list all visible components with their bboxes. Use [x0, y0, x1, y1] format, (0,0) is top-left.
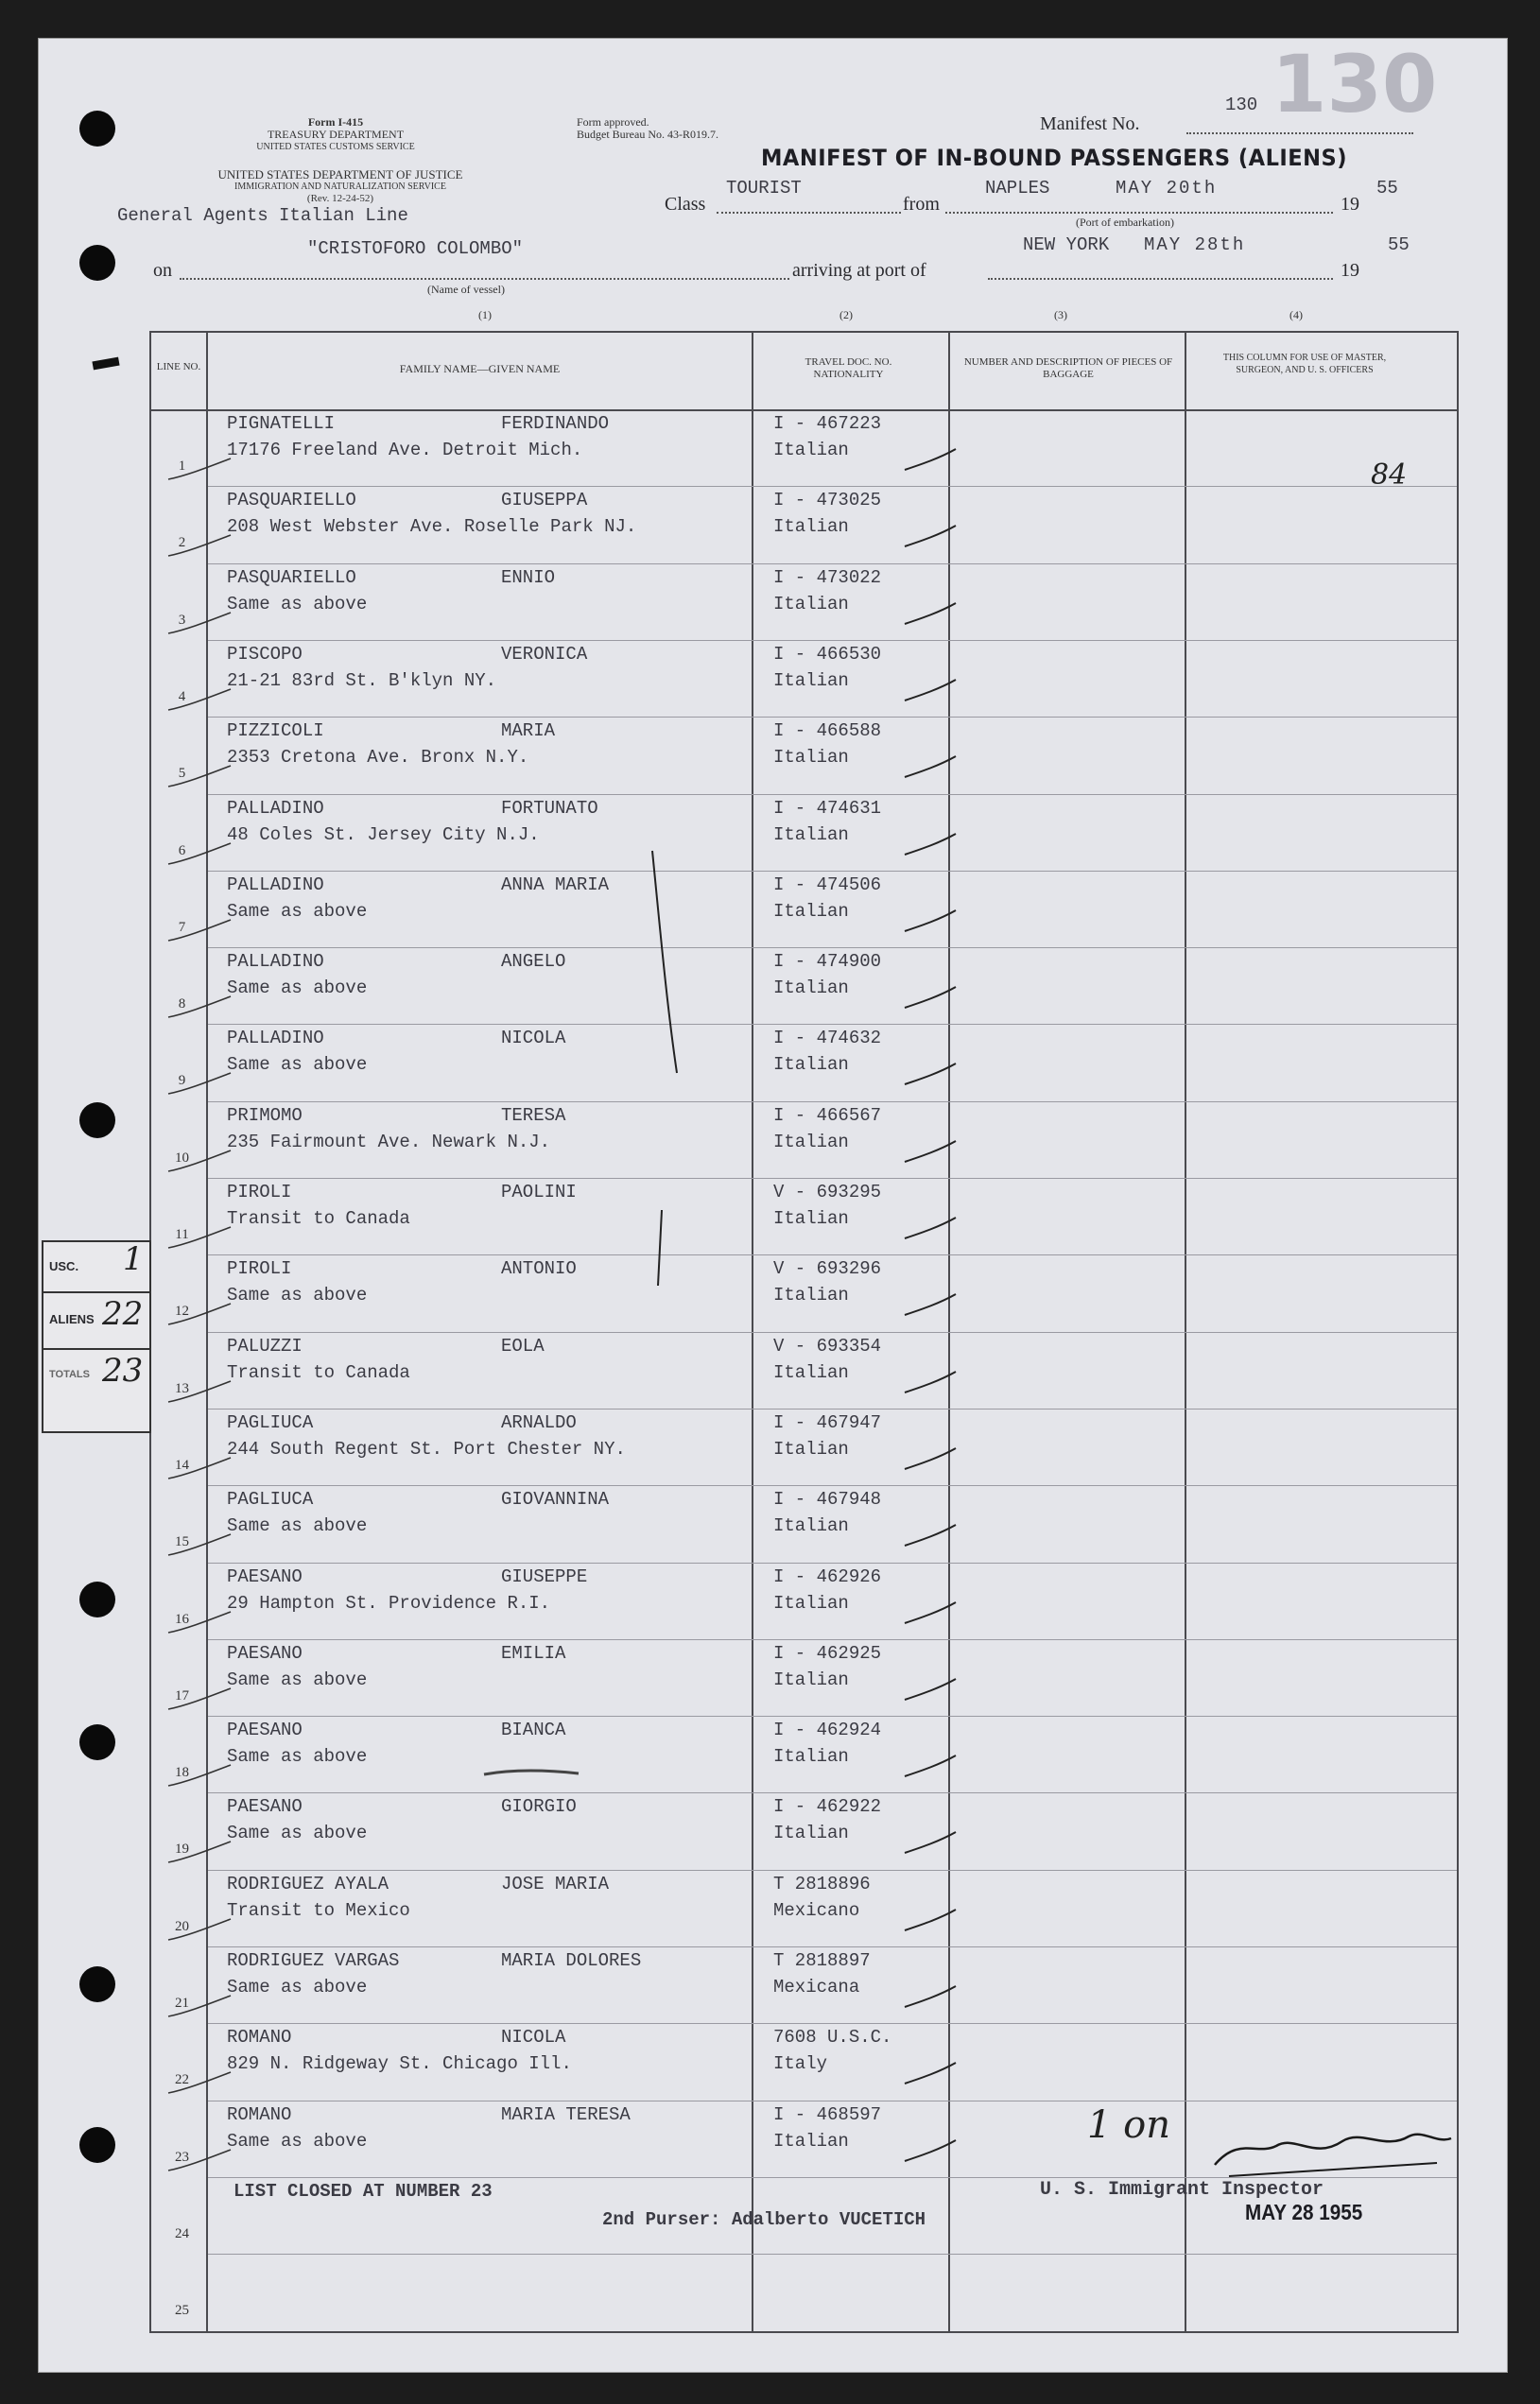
family-name: PAESANO	[227, 1565, 303, 1587]
family-name: RODRIGUEZ AYALA	[227, 1873, 389, 1894]
tally-divider-1	[43, 1291, 149, 1293]
travel-doc-no: I - 474900	[773, 951, 882, 973]
row-number: 12	[175, 1304, 189, 1320]
inspector-initials: 1 on	[1087, 2103, 1171, 2147]
nationality: Italian	[773, 1592, 849, 1614]
given-name: NICOLA	[501, 1028, 566, 1049]
given-name: ARNALDO	[501, 1411, 577, 1433]
nationality: Italian	[773, 1669, 849, 1690]
nationality: Italian	[773, 1823, 849, 1844]
nationality: Italian	[773, 1131, 849, 1152]
address: Same as above	[227, 1823, 368, 1844]
class-value: TOURIST	[726, 178, 802, 199]
row-number: 5	[178, 766, 186, 782]
from-date: MAY 20th	[1116, 178, 1218, 199]
year-value-2: 55	[1388, 234, 1410, 255]
travel-doc-no: I - 474631	[773, 797, 882, 819]
nationality: Italian	[773, 1746, 849, 1768]
port-embarkation-caption: (Port of embarkation)	[1076, 216, 1174, 229]
given-name: PAOLINI	[501, 1182, 577, 1202]
general-agents: General Agents Italian Line	[117, 205, 408, 226]
class-label: Class	[665, 194, 706, 215]
vessel-caption: (Name of vessel)	[427, 283, 505, 296]
form-approved: Form approved.	[577, 115, 649, 129]
purser: 2nd Purser: Adalberto VUCETICH	[602, 2209, 926, 2230]
nationality: Italian	[773, 900, 849, 922]
column-number-3: (3)	[1054, 308, 1067, 321]
nationality: Italian	[773, 516, 849, 538]
col-header-line-no: LINE NO.	[156, 361, 201, 372]
row-number: 1	[178, 458, 186, 474]
manifest-no-label: Manifest No.	[1040, 113, 1140, 134]
nationality: Mexicana	[773, 1977, 860, 1998]
address: 2353 Cretona Ave. Bronx N.Y.	[227, 747, 529, 769]
on-label: on	[153, 260, 172, 281]
travel-doc-no: I - 462926	[773, 1565, 882, 1587]
travel-doc-no: 7608 U.S.C.	[773, 2027, 892, 2049]
given-name: FERDINANDO	[501, 413, 610, 434]
given-name: TERESA	[501, 1104, 566, 1126]
customs-service: UNITED STATES CUSTOMS SERVICE	[256, 142, 415, 152]
family-name: PASQUARIELLO	[227, 490, 356, 511]
address: 29 Hampton St. Providence R.I.	[227, 1592, 551, 1614]
travel-doc-no: I - 473022	[773, 566, 882, 588]
row-number: 14	[175, 1457, 189, 1473]
travel-doc-no: I - 466567	[773, 1104, 882, 1126]
family-name: PIROLI	[227, 1258, 292, 1280]
nationality: Italian	[773, 669, 849, 691]
address: 829 N. Ridgeway St. Chicago Ill.	[227, 2053, 572, 2075]
nationality: Italian	[773, 1285, 849, 1306]
address: 208 West Webster Ave. Roselle Park NJ.	[227, 516, 637, 538]
travel-doc-no: I - 474632	[773, 1028, 882, 1049]
col-header-travel-doc: TRAVEL DOC. NO. NATIONALITY	[805, 356, 892, 380]
address: Same as above	[227, 1285, 368, 1306]
travel-doc-no: I - 474506	[773, 873, 882, 895]
family-name: RODRIGUEZ VARGAS	[227, 1950, 400, 1971]
family-name: PALUZZI	[227, 1335, 303, 1357]
nationality: Italian	[773, 1438, 849, 1460]
row-number: 16	[175, 1611, 189, 1627]
row-number: 10	[175, 1150, 189, 1166]
given-name: EMILIA	[501, 1642, 566, 1664]
page-title: MANIFEST OF IN-BOUND PASSENGERS (ALIENS)	[761, 145, 1348, 171]
form-number: Form I-415	[307, 115, 364, 129]
tally-divider-2	[43, 1348, 149, 1350]
family-name: PIGNATELLI	[227, 413, 336, 434]
bracket-line-palladino	[652, 851, 677, 1073]
row-number: 4	[178, 688, 186, 704]
row-number: 2	[178, 535, 186, 551]
family-name: PASQUARIELLO	[227, 566, 356, 588]
address: Transit to Canada	[227, 1208, 410, 1229]
row-number: 17	[175, 1687, 189, 1704]
row-number: 20	[175, 1918, 189, 1934]
travel-doc-no: T 2818896	[773, 1873, 871, 1894]
signature-stroke	[1215, 2135, 1451, 2165]
family-name: PIROLI	[227, 1182, 292, 1202]
manifest-no-stamp: 130	[1272, 38, 1438, 130]
form-revision: (Rev. 12-24-52)	[306, 193, 374, 204]
row-number: 9	[178, 1073, 186, 1089]
family-name: PAESANO	[227, 1720, 303, 1741]
given-name: MARIA TERESA	[501, 2103, 631, 2125]
travel-doc-no: T 2818897	[773, 1950, 871, 1971]
vessel-name: "CRISTOFORO COLOMBO"	[307, 238, 524, 259]
nationality: Italian	[773, 747, 849, 769]
address: Same as above	[227, 1515, 368, 1537]
nationality: Italian	[773, 1208, 849, 1229]
address: Transit to Mexico	[227, 1899, 410, 1921]
nationality: Italian	[773, 1361, 849, 1383]
address: Same as above	[227, 2130, 368, 2152]
address: Same as above	[227, 1746, 368, 1768]
ins-service: IMMIGRATION AND NATURALIZATION SERVICE	[234, 182, 446, 192]
family-name: PISCOPO	[227, 643, 303, 665]
officer-note: 84	[1371, 458, 1408, 492]
tally-aliens-label: ALIENS	[49, 1312, 95, 1326]
signature-underline	[1229, 2163, 1437, 2176]
from-port: NAPLES	[985, 178, 1050, 199]
nationality: Italian	[773, 1054, 849, 1076]
margin-tally	[42, 1240, 151, 1433]
col-header-officers: THIS COLUMN FOR USE OF MASTER, SURGEON, AND U. S. OFFICERS	[1222, 353, 1387, 375]
travel-doc-no: I - 473025	[773, 490, 882, 511]
address: 244 South Regent St. Port Chester NY.	[227, 1438, 626, 1460]
row-number: 15	[175, 1534, 189, 1550]
given-name: BIANCA	[501, 1720, 566, 1741]
family-name: PAESANO	[227, 1642, 303, 1664]
arriving-label: arriving at port of	[792, 260, 926, 281]
travel-doc-no: V - 693296	[773, 1258, 882, 1280]
address: Same as above	[227, 1977, 368, 1998]
tally-usc-label: USC.	[49, 1259, 79, 1273]
travel-doc-no: I - 468597	[773, 2103, 882, 2125]
row-number: 21	[175, 1996, 189, 2011]
row-number: 19	[175, 1842, 189, 1858]
year-value-1: 55	[1376, 178, 1398, 199]
given-name: GIUSEPPE	[501, 1565, 588, 1587]
inspector-signature	[1210, 2118, 1456, 2193]
given-name: ANGELO	[501, 951, 566, 973]
family-name: PALLADINO	[227, 1028, 324, 1049]
column-number-1: (1)	[478, 308, 492, 321]
given-name: GIOVANNINA	[501, 1489, 610, 1511]
row-number: 3	[178, 612, 186, 628]
address: Same as above	[227, 977, 368, 999]
given-name: FORTUNATO	[501, 797, 598, 819]
family-name: PAGLIUCA	[227, 1489, 314, 1511]
address: 17176 Freeland Ave. Detroit Mich.	[227, 440, 583, 460]
family-name: PALLADINO	[227, 873, 324, 895]
row-number: 24	[175, 2225, 189, 2241]
travel-doc-no: I - 462925	[773, 1642, 882, 1664]
given-name: ENNIO	[501, 566, 556, 588]
row-number: 22	[175, 2072, 189, 2088]
address: Same as above	[227, 593, 368, 614]
address: 235 Fairmount Ave. Newark N.J.	[227, 1131, 551, 1152]
nationality: Italian	[773, 977, 849, 999]
given-name: GIORGIO	[501, 1796, 577, 1818]
row-number: 13	[175, 1380, 189, 1396]
nationality: Mexicano	[773, 1899, 860, 1921]
given-name: VERONICA	[501, 643, 588, 665]
address: Same as above	[227, 900, 368, 922]
travel-doc-no: I - 466588	[773, 720, 882, 742]
inspector-line: U. S. Immigrant Inspector	[1040, 2179, 1324, 2201]
address: 21-21 83rd St. B'klyn NY.	[227, 669, 497, 691]
row-number: 18	[175, 1765, 189, 1781]
row-number: 6	[178, 842, 186, 858]
inspection-date-stamp: MAY 28 1955	[1245, 2200, 1363, 2224]
given-name: EOLA	[501, 1335, 545, 1357]
year-label-2: 19	[1341, 260, 1359, 281]
family-name: PRIMOMO	[227, 1104, 303, 1126]
address: Transit to Canada	[227, 1361, 410, 1383]
tally-total-value: 23	[102, 1352, 144, 1390]
column-number-2: (2)	[839, 308, 853, 321]
travel-doc-no: I - 467948	[773, 1489, 882, 1511]
nationality: Italian	[773, 2130, 849, 2152]
family-name: PALLADINO	[227, 797, 324, 819]
given-name: ANNA MARIA	[501, 873, 610, 895]
treasury-dept: TREASURY DEPARTMENT	[267, 128, 405, 141]
justice-dept: UNITED STATES DEPARTMENT OF JUSTICE	[217, 167, 463, 182]
given-name: MARIA DOLORES	[501, 1950, 642, 1971]
manifest-no-small: 130	[1225, 95, 1258, 115]
nationality: Italian	[773, 823, 849, 845]
travel-doc-no: I - 462924	[773, 1720, 882, 1741]
travel-doc-no: I - 467947	[773, 1411, 882, 1433]
arriving-date: MAY 28th	[1144, 234, 1246, 255]
row-number: 8	[178, 996, 186, 1012]
nationality: Italian	[773, 593, 849, 614]
family-name: ROMANO	[227, 2027, 292, 2049]
given-name: JOSE MARIA	[501, 1873, 610, 1894]
tally-aliens-value: 22	[102, 1295, 144, 1333]
family-name: PALLADINO	[227, 951, 324, 973]
row-number: 23	[175, 2149, 189, 2165]
row-number: 7	[178, 919, 186, 935]
col-header-name: FAMILY NAME—GIVEN NAME	[399, 362, 561, 375]
row-number: 25	[175, 2303, 189, 2319]
given-name: GIUSEPPA	[501, 490, 588, 511]
tally-total-label: TOTALS	[49, 1369, 90, 1380]
given-name: NICOLA	[501, 2027, 566, 2049]
address: Same as above	[227, 1054, 368, 1076]
travel-doc-no: V - 693354	[773, 1335, 882, 1357]
family-name: PAESANO	[227, 1796, 303, 1818]
family-name: PAGLIUCA	[227, 1411, 314, 1433]
nationality: Italy	[773, 2053, 828, 2075]
underline-mark	[484, 1771, 579, 1774]
nationality: Italian	[773, 1515, 849, 1537]
row-number: 11	[175, 1227, 189, 1242]
list-closed: LIST CLOSED AT NUMBER 23	[234, 2181, 493, 2202]
travel-doc-no: I - 467223	[773, 413, 882, 434]
col-header-baggage: NUMBER AND DESCRIPTION OF PIECES OF BAGGAGE	[963, 356, 1173, 380]
family-name: PIZZICOLI	[227, 720, 324, 742]
address: 48 Coles St. Jersey City N.J.	[227, 823, 540, 845]
given-name: ANTONIO	[501, 1258, 577, 1280]
arriving-port: NEW YORK	[1023, 234, 1110, 255]
nationality: Italian	[773, 440, 849, 460]
year-label-1: 19	[1341, 194, 1359, 215]
travel-doc-no: I - 466530	[773, 643, 882, 665]
column-number-4: (4)	[1289, 308, 1303, 321]
from-label: from	[903, 194, 940, 215]
budget-bureau: Budget Bureau No. 43-R019.7.	[577, 128, 718, 141]
bracket-line-piroli	[658, 1210, 662, 1286]
given-name: MARIA	[501, 720, 556, 742]
tally-usc-value: 1	[123, 1240, 144, 1278]
travel-doc-no: V - 693295	[773, 1182, 882, 1202]
travel-doc-no: I - 462922	[773, 1796, 882, 1818]
family-name: ROMANO	[227, 2103, 292, 2125]
address: Same as above	[227, 1669, 368, 1690]
